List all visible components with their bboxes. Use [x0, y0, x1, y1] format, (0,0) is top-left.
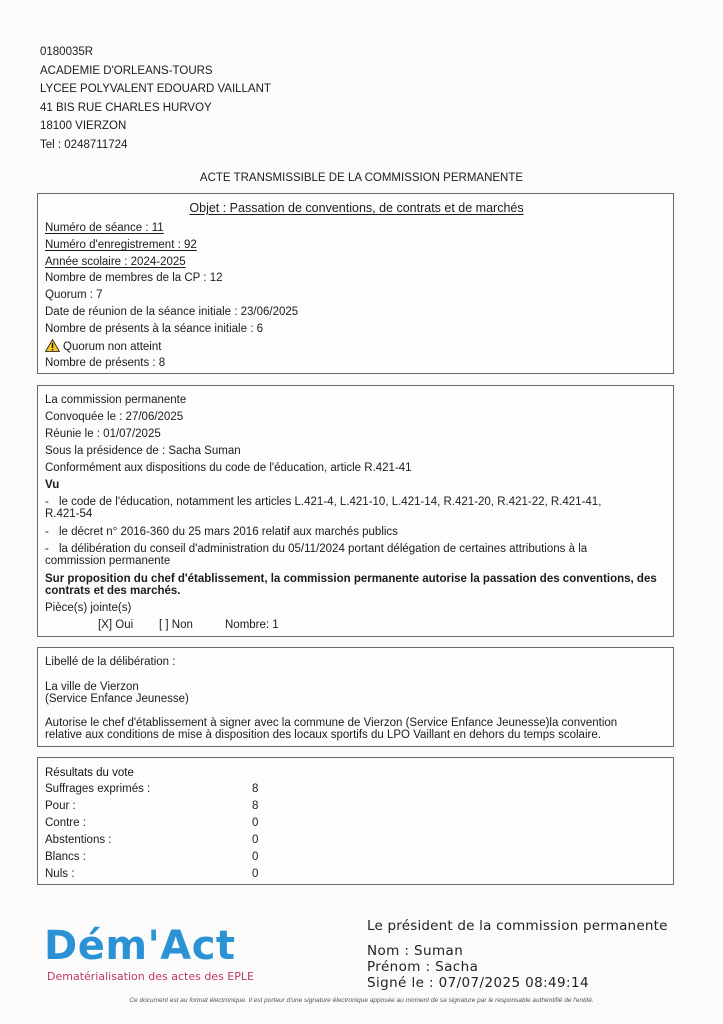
commission-box	[37, 385, 674, 637]
vote-value: 0	[252, 834, 259, 846]
seance-box	[37, 193, 674, 374]
date-reunion-initiale: Date de réunion de la séance initiale : 23/06/2025	[45, 306, 299, 318]
numero-seance: Numéro de séance : 11	[45, 222, 164, 234]
vote-label: Pour :	[45, 800, 76, 812]
signatory-prenom: Prénom : Sacha	[367, 959, 479, 975]
vote-value: 0	[252, 868, 259, 880]
deliberation-label: Libellé de la délibération :	[45, 656, 176, 668]
nombre-presents: Nombre de présents : 8	[45, 357, 166, 369]
convoquee-date: Convoquée le : 27/06/2025	[45, 411, 184, 423]
proposition-line-1: Sur proposition du chef d'établissement, la commission permanente autorise la passation des conventions, des	[45, 573, 657, 585]
vote-label: Blancs :	[45, 851, 86, 863]
nombre-membres: Nombre de membres de la CP : 12	[45, 272, 223, 284]
commission-title: La commission permanente	[45, 394, 187, 406]
quorum: Quorum : 7	[45, 289, 103, 301]
street-address: 41 BIS RUE CHARLES HURVOY	[40, 101, 212, 114]
vote-value: 0	[252, 817, 259, 829]
deliberation-text-2: relative aux conditions de mise à disposition des locaux sportifs du LPO Vaillant en dehors du temps scolaire.	[45, 729, 601, 741]
vote-value: 0	[252, 851, 259, 863]
numero-enregistrement: Numéro d'enregistrement : 92	[45, 239, 197, 251]
presents-initiale: Nombre de présents à la séance initiale : 6	[45, 323, 263, 335]
vu-item-deliberation: - la délibération du conseil d'administration du 05/11/2024 portant délégation de certaines attributions à la	[45, 543, 588, 555]
proposition-line-2: contrats et des marchés.	[45, 585, 181, 597]
lycee-name: LYCEE POLYVALENT EDOUARD VAILLANT	[40, 83, 271, 96]
establishment-code: 0180035R	[40, 46, 94, 58]
vote-label: Contre :	[45, 817, 86, 829]
pieces-non-checkbox: [ ] Non	[159, 619, 193, 631]
pieces-oui-checkbox: [X] Oui	[98, 619, 134, 631]
pieces-nombre: Nombre: 1	[225, 619, 279, 631]
vote-label: Suffrages exprimés :	[45, 783, 151, 795]
vu-item-code: - le code de l'éducation, notamment les articles L.421-4, L.421-10, L.421-14, R.421-20, R.421-22, R.421-41,	[45, 496, 602, 508]
pieces-jointes-label: Pièce(s) jointe(s)	[45, 602, 132, 614]
vote-value: 8	[252, 800, 259, 812]
signature-block	[367, 917, 668, 991]
vu-item-decret: - le décret n° 2016-360 du 25 mars 2016 relatif aux marchés publics	[45, 526, 398, 538]
deliberation-service: (Service Enfance Jeunesse)	[45, 693, 189, 705]
presidence: Sous la présidence de : Sacha Suman	[45, 445, 241, 457]
signature-date: Signé le : 07/07/2025 08:49:14	[367, 975, 589, 991]
establishment-header	[40, 43, 271, 155]
conformement-text: Conformément aux dispositions du code de l'éducation, article R.421-41	[45, 462, 412, 474]
vu-item-code-cont: R.421-54	[45, 508, 93, 520]
signatory-nom: Nom : Suman	[367, 943, 464, 959]
vu-item-deliberation-cont: commission permanente	[45, 555, 171, 567]
logo-title: Dém'Act	[44, 923, 236, 969]
demact-logo	[44, 924, 254, 984]
signature-title: Le président de la commission permanente	[367, 918, 668, 934]
objet-heading: Objet : Passation de conventions, de contrats et de marchés	[189, 201, 524, 215]
deliberation-partner: La ville de Vierzon	[45, 681, 139, 693]
telephone: Tel : 0248711724	[40, 138, 128, 151]
vote-label: Nuls :	[45, 868, 75, 880]
quorum-status: Quorum non atteint	[45, 339, 161, 354]
vote-value: 8	[252, 783, 259, 795]
city-line: 18100 VIERZON	[40, 120, 127, 133]
annee-scolaire: Année scolaire : 2024-2025	[45, 256, 186, 268]
deliberation-text-1: Autorise le chef d'établissement à signer avec la commune de Vierzon (Service Enfance Jeunesse)la convention	[45, 717, 618, 729]
deliberation-box	[37, 647, 674, 747]
document-title: ACTE TRANSMISSIBLE DE LA COMMISSION PERMANENTE	[199, 172, 524, 184]
vote-label: Abstentions :	[45, 834, 112, 846]
logo-subtitle: Dematérialisation des actes des EPLE	[47, 970, 254, 983]
reunie-date: Réunie le : 01/07/2025	[45, 428, 161, 440]
vote-title: Résultats du vote	[45, 767, 134, 779]
warning-icon	[45, 339, 60, 352]
vote-results-box	[37, 757, 674, 885]
footnote: Ce document est au format électronique. Il est porteur d'une signature électronique apposée au moment de sa signature par le responsable authentifié de l'entité.	[129, 997, 594, 1004]
academie-name: ACADEMIE D'ORLEANS-TOURS	[40, 64, 213, 77]
vu-heading: Vu	[45, 479, 60, 491]
